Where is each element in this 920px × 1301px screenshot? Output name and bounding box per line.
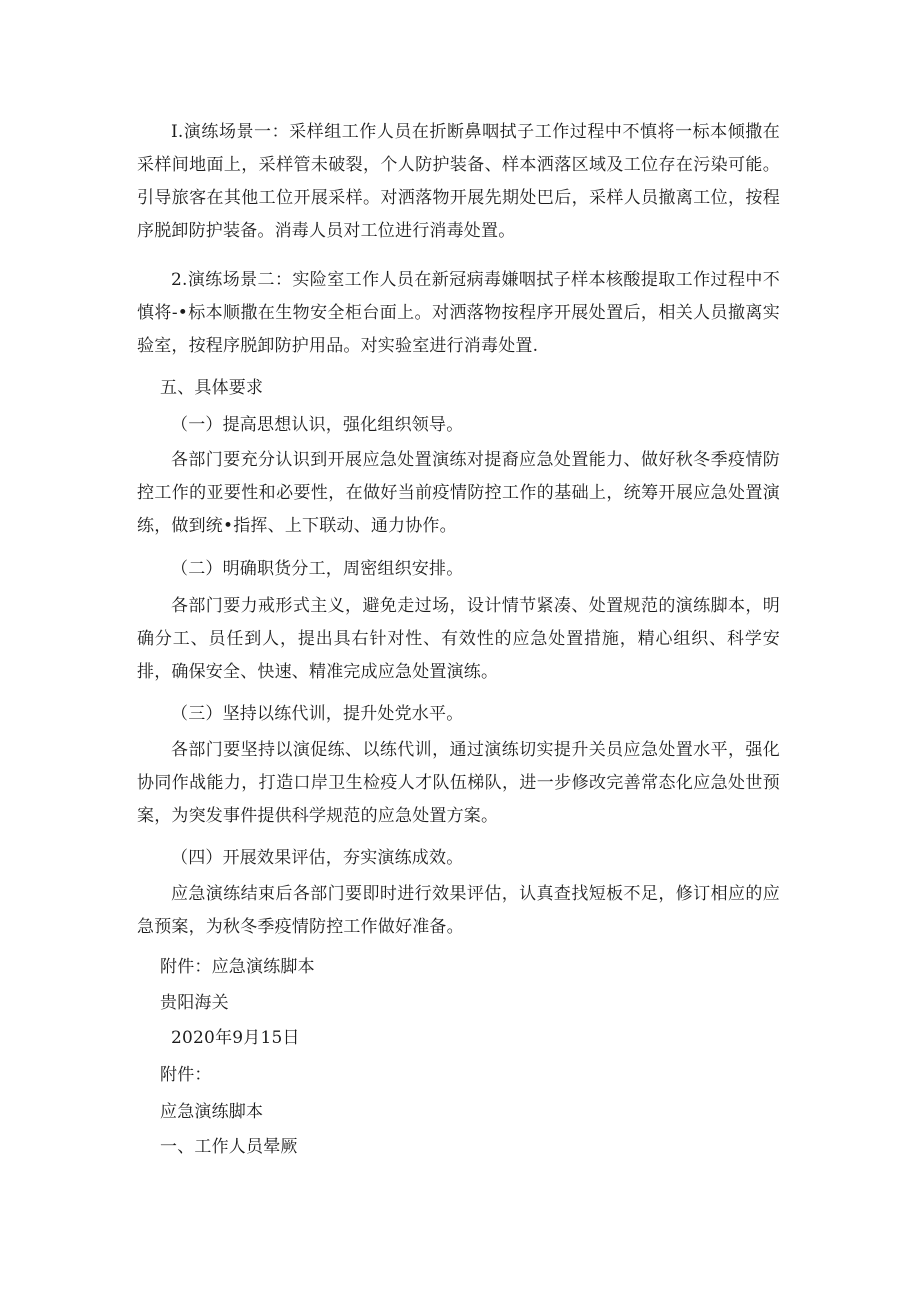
issuer-name: 贵阳海关	[160, 993, 229, 1013]
script-section-one: 一、工作人员晕厥	[160, 1137, 298, 1157]
paragraph-requirement-one: 各部门要充分认识到开展应急处置演练对提裔应急处置能力、做好秋冬季疫情防控工作的亚要性和必要性，在做好当前疫情防控工作的基础上，统筹开展应急处置演练，做到统•指挥、上下联动、通力协作。	[137, 450, 780, 536]
subheading-one: （一）提高思想认识，强化组织领导。	[171, 415, 464, 435]
subheading-two: （二）明确职货分工，周密组织安排。	[171, 559, 464, 579]
paragraph-scenario-two: 2.演练场景二：实险室工作人员在新冠病毒嫌咽拭子样本核酸提取工作过程中不慎将-•标本顺撒在生物安全柜台面上。对洒落物按程序开展处置后，相关人员撤离实验室，按程序脱卸防护用品。对实验室进行消毒处置.	[137, 270, 780, 356]
issue-date: 2020年9月15日	[171, 1028, 300, 1048]
paragraph-requirement-four: 应急演练结束后各部门要即时进行效果评估，认真查找短板不足，修订相应的应急预案，为秋冬季疫情防控工作做好准备。	[137, 884, 780, 937]
attachment-label: 附件：	[160, 1065, 212, 1085]
section-heading-requirements: 五、具体要求	[160, 378, 264, 398]
subheading-four: （四）开展效果评估，夯实演练成效。	[171, 848, 464, 868]
subheading-three: （三）坚持以练代训，提升处党水平。	[171, 704, 464, 724]
attachment-note: 附件：应急演练脚本	[160, 957, 315, 977]
paragraph-requirement-two: 各部门要力戒形式主义，避免走过场，设计情节紧凑、处置规范的演练脚本，明确分工、员任到人，提出具右针对性、有效性的应急处置措施，精心组织、科学安排，确保安全、快速、精准完成应急处置演练。	[137, 596, 780, 682]
paragraph-scenario-one: I.演练场景一：采样组工作人员在折断鼻咽拭子工作过程中不慎将一标本倾撒在采样间地面上，采样管未破裂，个人防护装备、样本洒落区域及工位存在污染可能。引导旅客在其他工位开展采样。对洒落物开展先期处巴后，采样人员撤离工位，按程序脱卸防护装备。消毒人员对工位进行消毒处置。	[137, 122, 780, 241]
attachment-title: 应急演练脚本	[160, 1102, 264, 1122]
paragraph-requirement-three: 各部门要坚持以演促练、以练代训，通过演练切实提升关员应急处置水平，强化协同作战能力，打造口岸卫生检疫人才队伍梯队，进一步修改完善常态化应急处世预案，为突发事件提供科学规范的应急处置方案。	[137, 740, 780, 826]
